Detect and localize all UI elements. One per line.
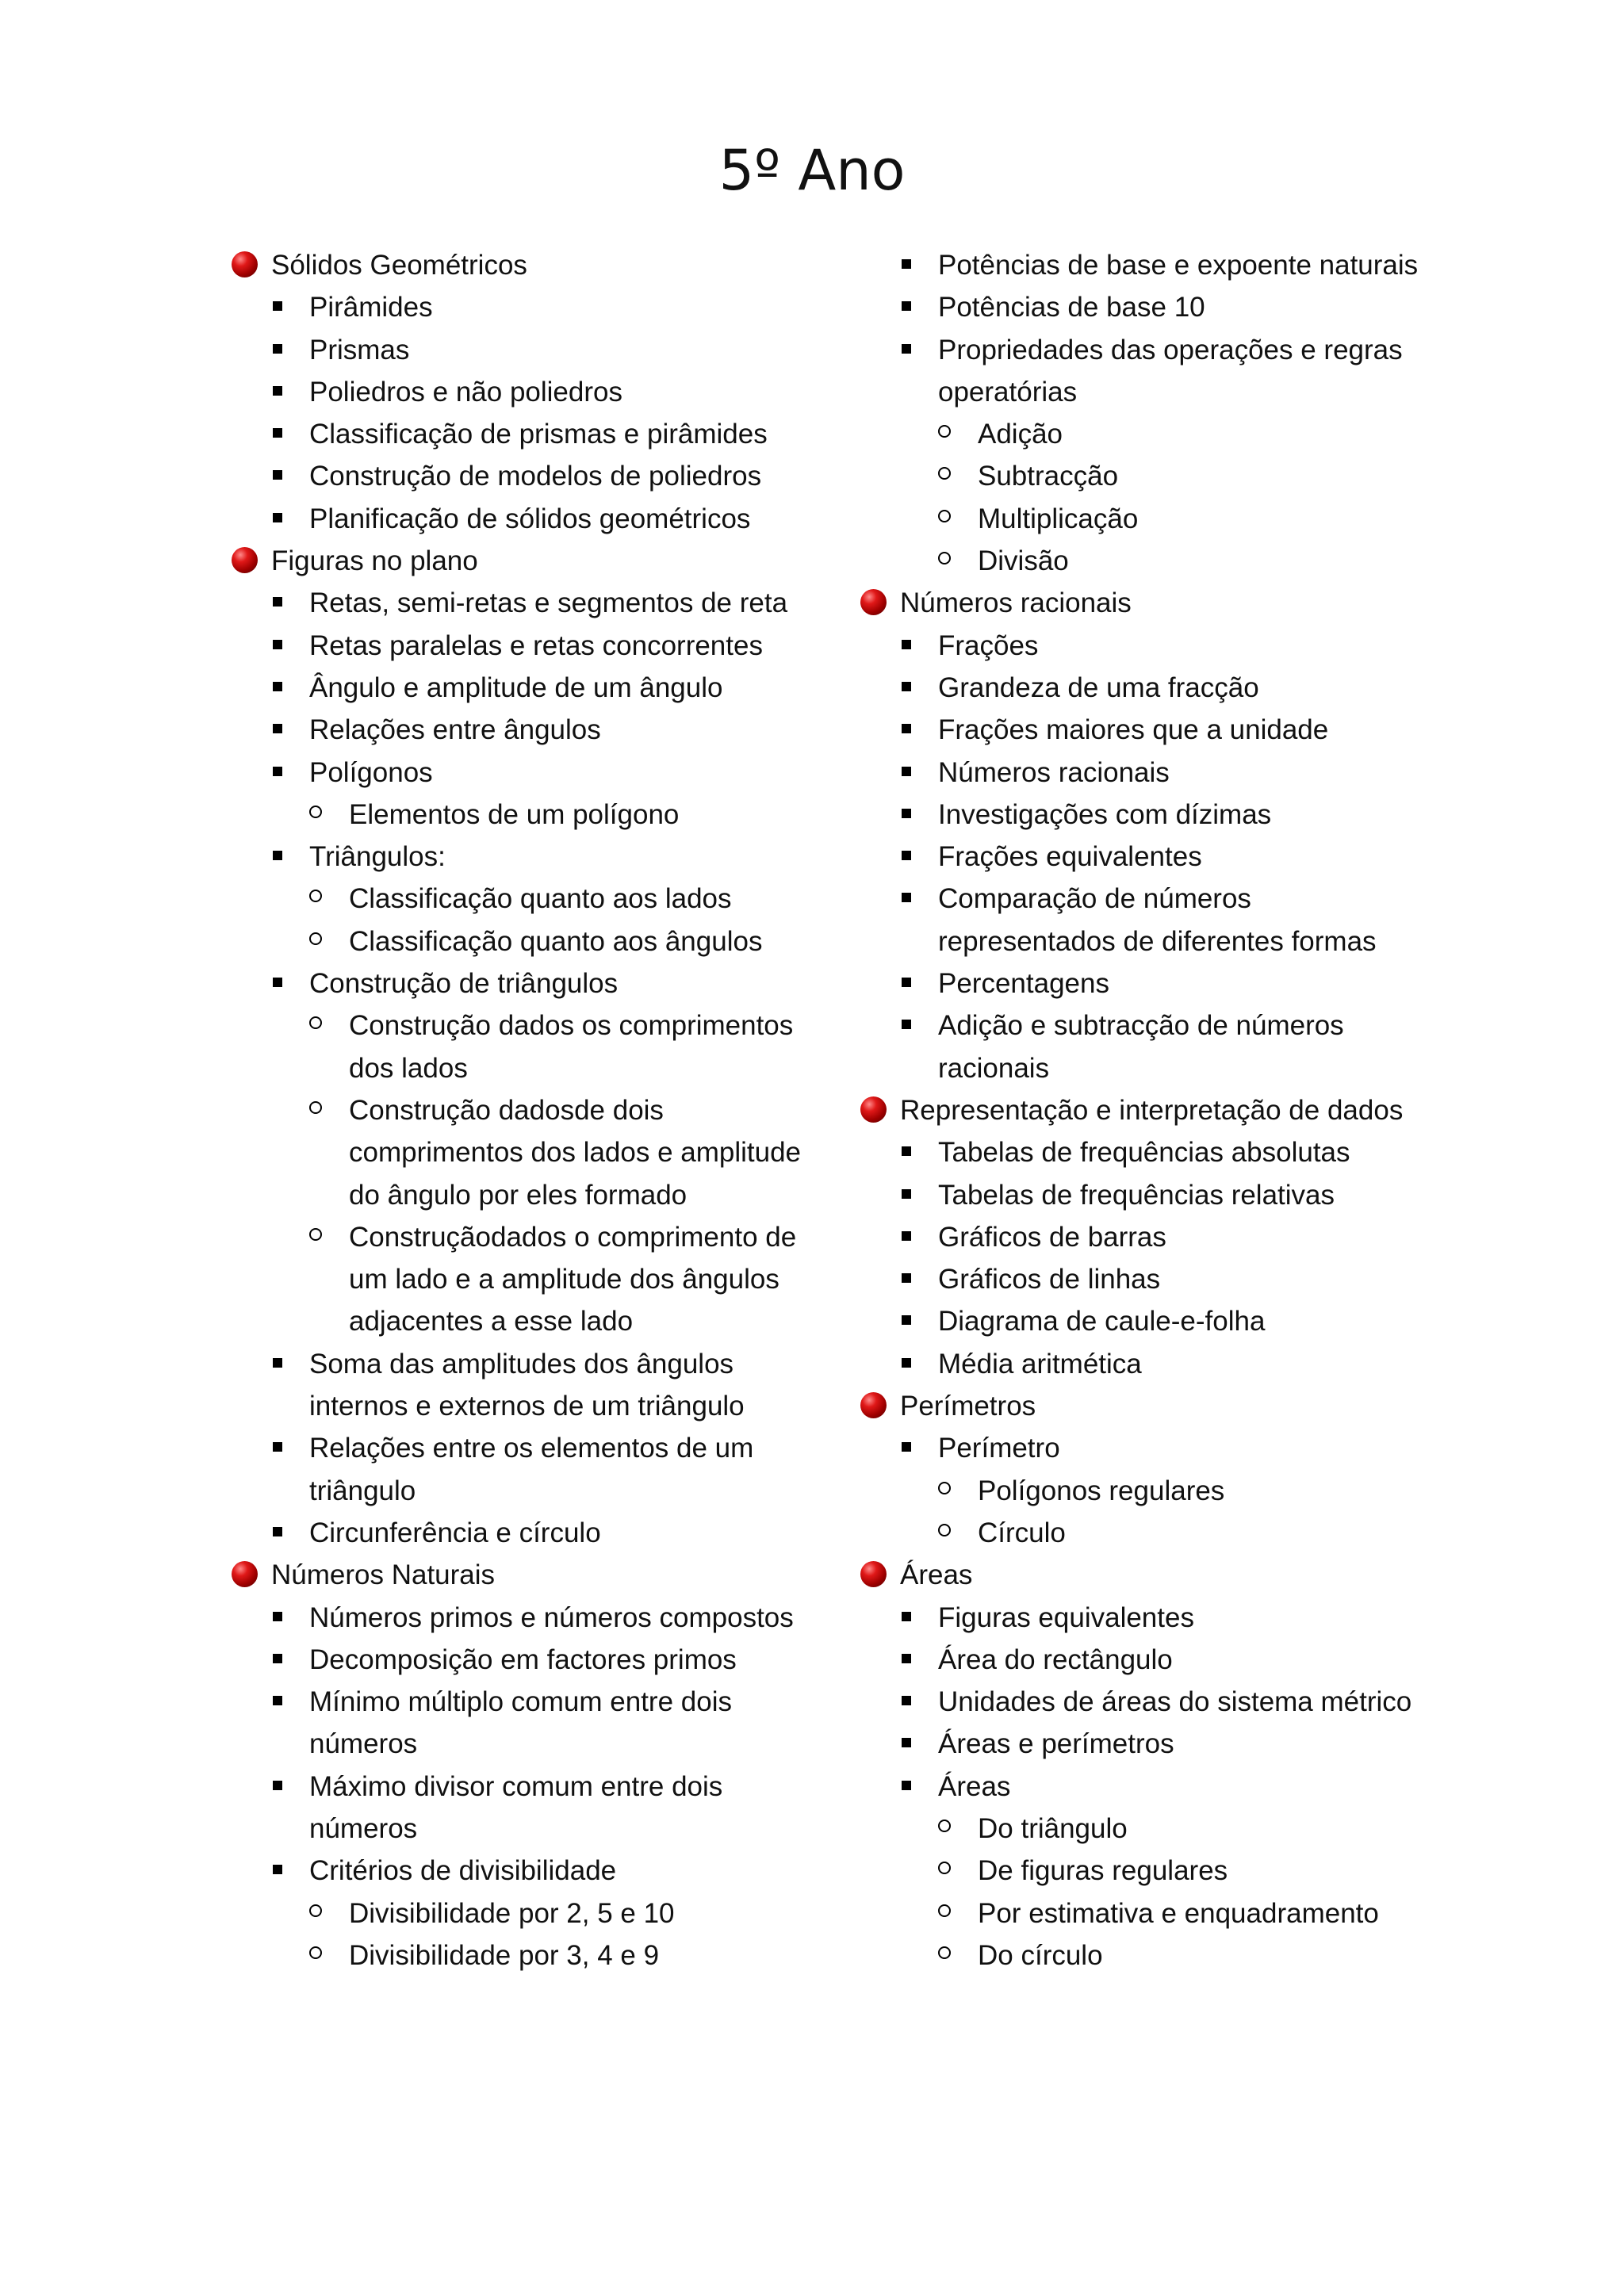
square-bullet-icon: [902, 1189, 911, 1199]
square-bullet-icon: [273, 1654, 282, 1663]
subtopic-label: Relações entre os elementos de um triângulo: [309, 1433, 754, 1506]
subtopic: [230, 625, 801, 667]
subtopic: [859, 836, 1430, 878]
sub-subtopic-label: Multiplicação: [978, 503, 1139, 534]
circle-bullet-icon: [938, 1524, 951, 1536]
subtopic-label: Média aritmética: [938, 1348, 1142, 1380]
square-bullet-icon: [902, 1442, 911, 1452]
subtopic-label: Classificação de prismas e pirâmides: [309, 419, 768, 450]
sub-subtopic-label: Construção dados os comprimentos dos lados: [349, 1010, 794, 1084]
subtopic: [859, 794, 1430, 836]
subtopic: [230, 752, 801, 794]
subtopic-label: Relações entre ângulos: [309, 714, 601, 746]
square-bullet-icon: [902, 682, 911, 691]
square-bullet-icon: [902, 724, 911, 733]
circle-bullet-icon: [938, 425, 951, 438]
sub-subtopic: [859, 455, 1430, 497]
subtopic: [859, 244, 1430, 286]
subtopic-label: Pirâmides: [309, 292, 433, 323]
square-bullet-icon: [273, 344, 282, 354]
square-bullet-icon: [902, 1654, 911, 1663]
subtopic-label: Tabelas de frequências absolutas: [938, 1137, 1350, 1169]
subtopic-label: Polígonos: [309, 756, 433, 788]
sub-subtopic: [859, 1892, 1430, 1934]
subtopic: [859, 1597, 1430, 1639]
sub-subtopic-label: Do triângulo: [978, 1812, 1128, 1844]
square-bullet-icon: [902, 1020, 911, 1029]
square-bullet-icon: [273, 767, 282, 776]
topic-label: Números racionais: [900, 587, 1132, 619]
square-bullet-icon: [902, 767, 911, 776]
topic: [859, 1385, 1430, 1427]
square-bullet-icon: [273, 1612, 282, 1621]
sub-subtopic: [859, 1850, 1430, 1892]
subtopic-label: Gráficos de linhas: [938, 1264, 1161, 1295]
subtopic: [859, 625, 1430, 667]
subtopic: [230, 1766, 801, 1850]
subtopic: [230, 329, 801, 371]
red-ball-bullet-icon: [232, 1561, 258, 1587]
subtopic-label: Mínimo múltiplo comum entre dois números: [309, 1686, 732, 1760]
circle-bullet-icon: [938, 1820, 951, 1832]
subtopic-label: Circunferência e círculo: [309, 1517, 601, 1548]
subtopic: [859, 752, 1430, 794]
sub-subtopic: [859, 1470, 1430, 1512]
subtopic-label: Investigações com dízimas: [938, 798, 1272, 830]
square-bullet-icon: [902, 893, 911, 902]
subtopic: [230, 1343, 801, 1428]
sub-subtopic-label: Divisão: [978, 545, 1069, 577]
circle-bullet-icon: [309, 1016, 322, 1029]
subtopic: [230, 1850, 801, 1892]
subtopic-label: Ângulo e amplitude de um ângulo: [309, 672, 723, 703]
square-bullet-icon: [273, 1865, 282, 1874]
subtopic: [859, 709, 1430, 751]
sub-subtopic-label: Do círculo: [978, 1939, 1103, 1971]
subtopic-label: Comparação de números representados de diferentes formas: [938, 883, 1377, 957]
subtopic: [859, 962, 1430, 1004]
subtopic: [230, 836, 801, 878]
square-bullet-icon: [902, 1696, 911, 1705]
sub-subtopic: [230, 1934, 801, 1976]
subtopic-label: Perímetro: [938, 1433, 1060, 1464]
square-bullet-icon: [273, 1442, 282, 1452]
subtopic-label: Retas, semi-retas e segmentos de reta: [309, 587, 788, 619]
square-bullet-icon: [902, 344, 911, 354]
subtopic: [859, 1427, 1430, 1469]
subtopic: [230, 413, 801, 455]
square-bullet-icon: [273, 301, 282, 311]
sub-subtopic-label: Polígonos regulares: [978, 1475, 1225, 1506]
sub-subtopic: [859, 1934, 1430, 1976]
subtopic: [859, 1766, 1430, 1808]
red-ball-bullet-icon: [232, 251, 258, 277]
subtopic: [859, 878, 1430, 962]
circle-bullet-icon: [938, 1482, 951, 1494]
circle-bullet-icon: [938, 1862, 951, 1874]
subtopic: [859, 329, 1430, 414]
square-bullet-icon: [902, 1315, 911, 1325]
sub-subtopic: [230, 1004, 801, 1089]
square-bullet-icon: [902, 640, 911, 649]
sub-subtopic-label: Classificação quanto aos ângulos: [349, 925, 763, 957]
circle-bullet-icon: [938, 467, 951, 480]
square-bullet-icon: [273, 682, 282, 691]
subtopic: [230, 286, 801, 328]
square-bullet-icon: [273, 1527, 282, 1536]
square-bullet-icon: [902, 809, 911, 818]
square-bullet-icon: [902, 1146, 911, 1156]
subtopic: [859, 1258, 1430, 1300]
topic-label: Perímetros: [900, 1391, 1036, 1422]
square-bullet-icon: [273, 640, 282, 649]
sub-subtopic: [230, 878, 801, 920]
circle-bullet-icon: [309, 1946, 322, 1959]
red-ball-bullet-icon: [860, 1392, 887, 1418]
circle-bullet-icon: [309, 1228, 322, 1241]
subtopic-label: Retas paralelas e retas concorrentes: [309, 629, 763, 661]
subtopic-label: Tabelas de frequências relativas: [938, 1179, 1335, 1211]
circle-bullet-icon: [309, 932, 322, 945]
subtopic: [230, 962, 801, 1004]
subtopic-label: Números racionais: [938, 756, 1170, 788]
subtopic-label: Áreas e perímetros: [938, 1728, 1174, 1760]
square-bullet-icon: [902, 301, 911, 311]
topic-label: Sólidos Geométricos: [271, 250, 527, 281]
page-title: 5º Ano: [718, 138, 906, 203]
subtopic: [859, 1174, 1430, 1216]
circle-bullet-icon: [938, 1946, 951, 1959]
sub-subtopic: [230, 920, 801, 962]
red-ball-bullet-icon: [232, 547, 258, 573]
square-bullet-icon: [902, 259, 911, 269]
square-bullet-icon: [902, 1612, 911, 1621]
square-bullet-icon: [273, 1358, 282, 1368]
subtopic: [230, 1597, 801, 1639]
left-column: [230, 244, 801, 1976]
subtopic: [859, 1300, 1430, 1342]
topic: [859, 1554, 1430, 1596]
subtopic: [859, 1681, 1430, 1723]
sub-subtopic: [230, 1089, 801, 1216]
topic-label: Números Naturais: [271, 1559, 496, 1591]
subtopic-label: Figuras equivalentes: [938, 1601, 1194, 1633]
topic: [859, 582, 1430, 624]
sub-subtopic-label: Elementos de um polígono: [349, 798, 680, 830]
topic: [230, 1554, 801, 1596]
square-bullet-icon: [902, 1358, 911, 1368]
subtopic: [230, 709, 801, 751]
red-ball-bullet-icon: [860, 1096, 887, 1123]
square-bullet-icon: [273, 1696, 282, 1705]
sub-subtopic-label: Subtracção: [978, 461, 1119, 492]
subtopic-label: Unidades de áreas do sistema métrico: [938, 1686, 1412, 1718]
square-bullet-icon: [902, 851, 911, 860]
subtopic-label: Construção de triângulos: [309, 968, 619, 1000]
square-bullet-icon: [902, 978, 911, 987]
right-column: [859, 244, 1430, 1976]
square-bullet-icon: [273, 724, 282, 733]
subtopic-label: Áreas: [938, 1770, 1011, 1802]
sub-subtopic-label: De figuras regulares: [978, 1855, 1228, 1887]
topic: [230, 244, 801, 286]
subtopic-label: Potências de base e expoente naturais: [938, 250, 1419, 281]
subtopic-label: Planificação de sólidos geométricos: [309, 503, 751, 534]
square-bullet-icon: [273, 1781, 282, 1790]
circle-bullet-icon: [309, 806, 322, 818]
subtopic-label: Frações equivalentes: [938, 841, 1202, 873]
sub-subtopic: [859, 540, 1430, 582]
topic-label: Áreas: [900, 1559, 973, 1591]
subtopic: [859, 1131, 1430, 1173]
sub-subtopic-label: Por estimativa e enquadramento: [978, 1897, 1379, 1929]
sub-subtopic-label: Construçãodados o comprimento de um lado e a amplitude dos ângulos adjacentes a esse lado: [349, 1221, 797, 1337]
square-bullet-icon: [273, 513, 282, 522]
subtopic: [230, 1427, 801, 1512]
subtopic-label: Poliedros e não poliedros: [309, 376, 622, 408]
square-bullet-icon: [273, 386, 282, 396]
sub-subtopic: [859, 498, 1430, 540]
subtopic-label: Adição e subtracção de números racionais: [938, 1010, 1344, 1084]
subtopic: [859, 667, 1430, 709]
subtopic-label: Área do rectângulo: [938, 1644, 1173, 1675]
subtopic-label: Soma das amplitudes dos ângulos internos e externos de um triângulo: [309, 1348, 745, 1422]
square-bullet-icon: [902, 1231, 911, 1241]
subtopic-label: Números primos e números compostos: [309, 1601, 794, 1633]
subtopic-label: Percentagens: [938, 968, 1109, 1000]
square-bullet-icon: [273, 851, 282, 860]
sub-subtopic: [230, 1892, 801, 1934]
subtopic-label: Construção de modelos de poliedros: [309, 461, 762, 492]
sub-subtopic-label: Adição: [978, 419, 1063, 450]
subtopic: [859, 1216, 1430, 1258]
sub-subtopic-label: Construção dadosde dois comprimentos dos lados e amplitude do ângulo por eles formado: [349, 1094, 802, 1211]
sub-subtopic: [859, 1808, 1430, 1850]
subtopic: [859, 286, 1430, 328]
subtopic-label: Frações: [938, 629, 1039, 661]
topic-label: Representação e interpretação de dados: [900, 1094, 1404, 1126]
subtopic: [859, 1004, 1430, 1089]
sub-subtopic: [230, 794, 801, 836]
subtopic: [859, 1723, 1430, 1765]
sub-subtopic: [230, 1216, 801, 1343]
square-bullet-icon: [273, 978, 282, 987]
square-bullet-icon: [902, 1738, 911, 1747]
sub-subtopic: [859, 413, 1430, 455]
subtopic: [230, 1639, 801, 1681]
subtopic: [230, 498, 801, 540]
subtopic-label: Critérios de divisibilidade: [309, 1855, 617, 1887]
subtopic: [230, 455, 801, 497]
circle-bullet-icon: [309, 890, 322, 902]
square-bullet-icon: [902, 1781, 911, 1790]
subtopic-label: Frações maiores que a unidade: [938, 714, 1329, 746]
square-bullet-icon: [902, 1273, 911, 1283]
square-bullet-icon: [273, 428, 282, 438]
subtopic-label: Diagrama de caule-e-folha: [938, 1306, 1266, 1337]
subtopic: [230, 582, 801, 624]
subtopic-label: Máximo divisor comum entre dois números: [309, 1770, 723, 1844]
topic: [230, 540, 801, 582]
sub-subtopic-label: Classificação quanto aos lados: [349, 883, 732, 915]
square-bullet-icon: [273, 470, 282, 480]
red-ball-bullet-icon: [860, 589, 887, 615]
subtopic: [230, 1512, 801, 1554]
subtopic: [859, 1639, 1430, 1681]
sub-subtopic-label: Círculo: [978, 1517, 1066, 1548]
red-ball-bullet-icon: [860, 1561, 887, 1587]
sub-subtopic-label: Divisibilidade por 2, 5 e 10: [349, 1897, 675, 1929]
circle-bullet-icon: [938, 1904, 951, 1917]
subtopic: [230, 667, 801, 709]
topic: [859, 1089, 1430, 1131]
subtopic-label: Potências de base 10: [938, 292, 1205, 323]
topic-label: Figuras no plano: [271, 545, 478, 577]
circle-bullet-icon: [309, 1904, 322, 1917]
sub-subtopic: [859, 1512, 1430, 1554]
subtopic-label: Triângulos:: [309, 841, 446, 873]
subtopic: [859, 1343, 1430, 1385]
circle-bullet-icon: [938, 552, 951, 564]
subtopic: [230, 371, 801, 413]
subtopic-label: Prismas: [309, 334, 410, 365]
subtopic-label: Gráficos de barras: [938, 1221, 1166, 1253]
subtopic-label: Propriedades das operações e regras operatórias: [938, 334, 1403, 408]
circle-bullet-icon: [938, 510, 951, 522]
subtopic: [230, 1681, 801, 1766]
subtopic-label: Grandeza de uma fracção: [938, 672, 1259, 703]
circle-bullet-icon: [309, 1101, 322, 1114]
square-bullet-icon: [273, 597, 282, 607]
sub-subtopic-label: Divisibilidade por 3, 4 e 9: [349, 1939, 660, 1971]
subtopic-label: Decomposição em factores primos: [309, 1644, 737, 1675]
